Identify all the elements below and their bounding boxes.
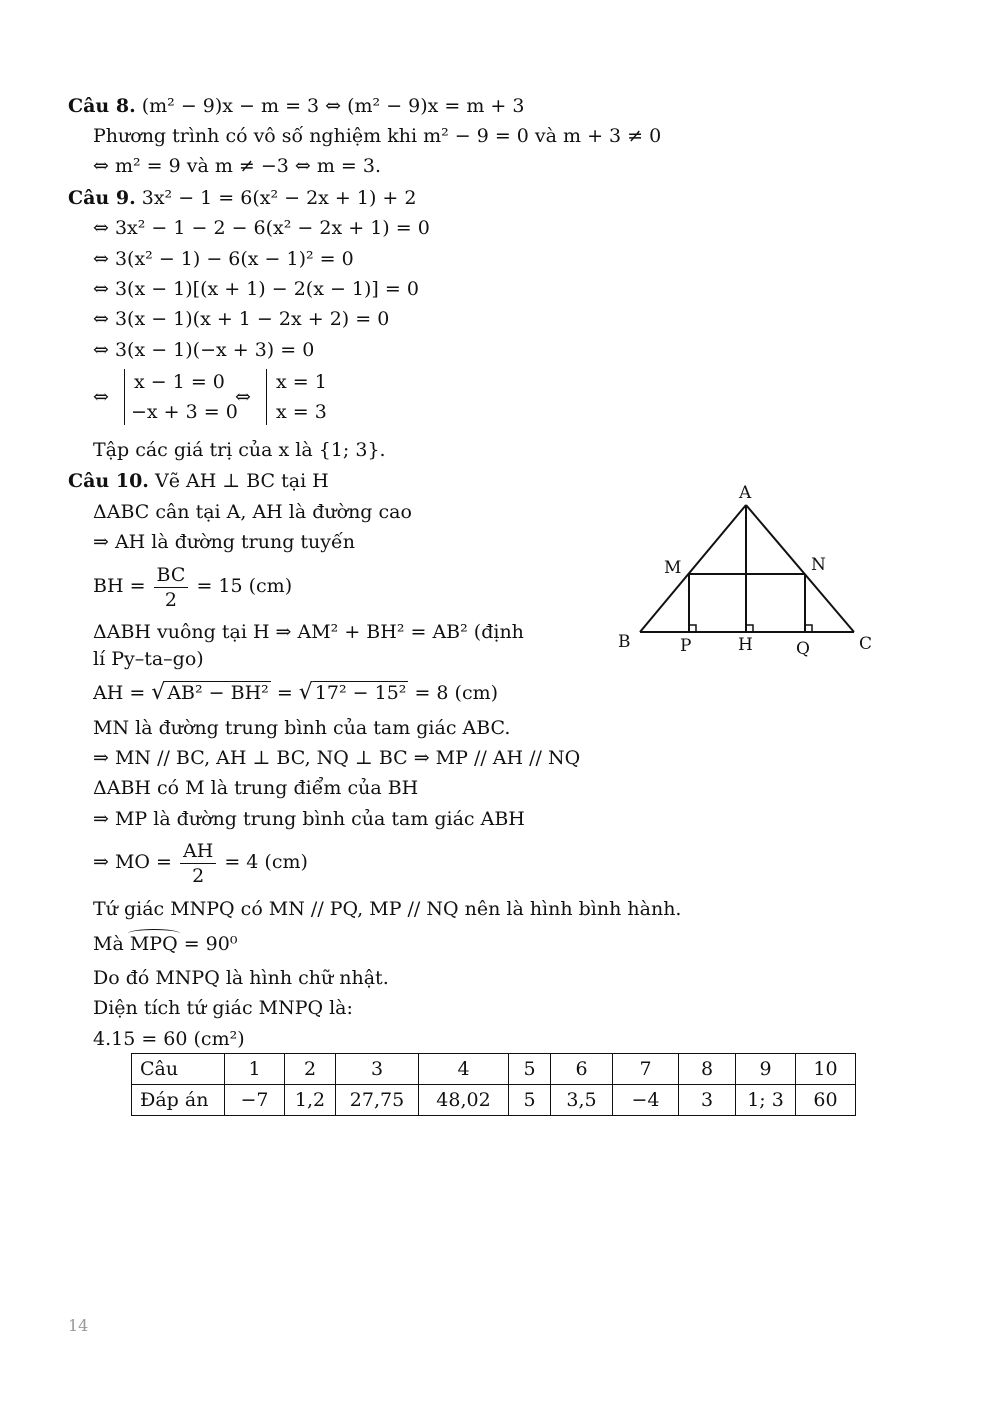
side-ab bbox=[640, 505, 746, 632]
side-ac bbox=[746, 505, 854, 632]
q9-line-6: ⇔ 3(x − 1)(−x + 3) = 0 bbox=[93, 339, 315, 361]
label-q: Q bbox=[796, 639, 810, 659]
q9-system-arrow-2: ⇔ bbox=[235, 386, 251, 408]
q10-line-13 bbox=[93, 932, 237, 956]
table-cell: 27,75 bbox=[336, 1085, 419, 1116]
table-cell: 7 bbox=[613, 1054, 679, 1085]
table-cell: 3 bbox=[336, 1054, 419, 1085]
table-cell: −4 bbox=[613, 1085, 679, 1116]
q10-bh-formula bbox=[93, 560, 292, 612]
angle-prefix: Mà bbox=[93, 933, 124, 955]
table-cell: −7 bbox=[225, 1085, 285, 1116]
table-cell: 4 bbox=[419, 1054, 509, 1085]
q10-line-1 bbox=[68, 469, 329, 493]
q10-ah-formula bbox=[93, 681, 498, 705]
q9-line-2: ⇔ 3x² − 1 − 2 − 6(x² − 2x + 1) = 0 bbox=[93, 217, 430, 239]
q9-line-3: ⇔ 3(x² − 1) − 6(x − 1)² = 0 bbox=[93, 248, 354, 270]
q8-line-1 bbox=[68, 94, 524, 118]
q9-system-a1: x − 1 = 0 bbox=[134, 371, 225, 393]
bh-numerator: BC bbox=[154, 563, 189, 588]
q10-line-5b: lí Py–ta–go) bbox=[93, 648, 204, 670]
ah-sqrt-1: AB² − BH² bbox=[167, 682, 269, 704]
bh-fraction bbox=[154, 563, 189, 612]
table-cell: 60 bbox=[796, 1085, 856, 1116]
angle-mpq: MPQ bbox=[129, 933, 178, 955]
q9-system-bracket-1 bbox=[124, 369, 125, 425]
label-n: N bbox=[811, 555, 826, 575]
bh-right: = 15 (cm) bbox=[196, 575, 293, 597]
q8-label: Câu 8. bbox=[68, 95, 136, 117]
q9-label: Câu 9. bbox=[68, 187, 136, 209]
table-row-questions bbox=[132, 1054, 856, 1085]
q10-line-3: ⇒ AH là đường trung tuyến bbox=[93, 531, 355, 553]
q10-line-14: Do đó MNPQ là hình chữ nhật. bbox=[93, 967, 389, 989]
ah-left: AH = bbox=[93, 682, 146, 704]
q10-line-8: ⇒ MN // BC, AH ⊥ BC, NQ ⊥ BC ⇒ MP // AH // NQ bbox=[93, 747, 581, 769]
mo-denominator: 2 bbox=[192, 864, 205, 887]
table-cell: 6 bbox=[551, 1054, 613, 1085]
mo-left: ⇒ MO = bbox=[93, 851, 172, 873]
label-h: H bbox=[738, 635, 753, 655]
page-number: 14 bbox=[68, 1316, 89, 1335]
q9-line-1 bbox=[68, 186, 416, 210]
table-cell: 10 bbox=[796, 1054, 856, 1085]
q9-system-b1: x = 1 bbox=[276, 371, 327, 393]
label-c: C bbox=[859, 634, 873, 654]
angle-value: = 90⁰ bbox=[183, 933, 238, 955]
table-header-cau: Câu bbox=[132, 1054, 225, 1085]
right-angle-p bbox=[689, 625, 696, 632]
table-cell: 8 bbox=[679, 1054, 736, 1085]
q10-line-5a: ΔABH vuông tại H ⇒ AM² + BH² = AB² (định bbox=[93, 621, 524, 643]
ah-eq: = bbox=[276, 682, 293, 704]
q10-label: Câu 10. bbox=[68, 470, 149, 492]
q10-line-7: MN là đường trung bình của tam giác ABC. bbox=[93, 717, 511, 739]
sqrt-sign-2: √ bbox=[298, 680, 313, 705]
table-cell: 5 bbox=[509, 1054, 551, 1085]
table-cell: 3,5 bbox=[551, 1085, 613, 1116]
table-cell: 5 bbox=[509, 1085, 551, 1116]
answer-table bbox=[131, 1053, 856, 1116]
q10-line-15: Diện tích tứ giác MNPQ là: bbox=[93, 997, 353, 1019]
bh-left: BH = bbox=[93, 575, 146, 597]
table-cell: 48,02 bbox=[419, 1085, 509, 1116]
right-angle-h bbox=[746, 625, 753, 632]
table-cell: 1,2 bbox=[285, 1085, 336, 1116]
q10-line-9: ΔABH có M là trung điểm của BH bbox=[93, 777, 419, 799]
mo-fraction bbox=[180, 839, 216, 888]
q8-line-3: ⇔ m² = 9 và m ≠ −3 ⇔ m = 3. bbox=[93, 155, 381, 177]
q10-line-10: ⇒ MP là đường trung bình của tam giác ABH bbox=[93, 808, 525, 830]
q8-equation: (m² − 9)x − m = 3 ⇔ (m² − 9)x = m + 3 bbox=[141, 95, 525, 117]
q9-line-5: ⇔ 3(x − 1)(x + 1 − 2x + 2) = 0 bbox=[93, 308, 390, 330]
q9-line-4: ⇔ 3(x − 1)[(x + 1) − 2(x − 1)] = 0 bbox=[93, 278, 419, 300]
table-cell: 3 bbox=[679, 1085, 736, 1116]
label-m: M bbox=[664, 558, 682, 578]
q8-line-2: Phương trình có vô số nghiệm khi m² − 9 = 0 và m + 3 ≠ 0 bbox=[93, 125, 662, 147]
ah-sqrt-2: 17² − 15² bbox=[314, 682, 407, 704]
sqrt-sign-1: √ bbox=[151, 680, 166, 705]
table-cell: 1; 3 bbox=[736, 1085, 796, 1116]
label-p: P bbox=[680, 636, 692, 656]
table-row-answers bbox=[132, 1085, 856, 1116]
bh-denominator: 2 bbox=[164, 588, 178, 611]
table-cell: 9 bbox=[736, 1054, 796, 1085]
triangle-figure bbox=[600, 478, 890, 668]
ah-right: = 8 (cm) bbox=[414, 682, 499, 704]
q9-system-b2: x = 3 bbox=[276, 401, 327, 423]
mo-right: = 4 (cm) bbox=[224, 851, 308, 873]
q10-mo-formula bbox=[93, 836, 308, 888]
table-cell: 2 bbox=[285, 1054, 336, 1085]
table-cell: 1 bbox=[225, 1054, 285, 1085]
q9-line-7: Tập các giá trị của x là {1; 3}. bbox=[93, 439, 386, 461]
q10-line-16: 4.15 = 60 (cm²) bbox=[93, 1028, 245, 1050]
q9-system-bracket-2 bbox=[266, 369, 267, 425]
q9-equation: 3x² − 1 = 6(x² − 2x + 1) + 2 bbox=[141, 187, 417, 209]
q10-line-12: Tứ giác MNPQ có MN // PQ, MP // NQ nên là hình bình hành. bbox=[93, 898, 682, 920]
q9-system-arrow-1: ⇔ bbox=[93, 386, 109, 408]
label-a: A bbox=[739, 483, 752, 503]
q9-system-a2: −x + 3 = 0 bbox=[131, 401, 238, 423]
right-angle-q bbox=[805, 625, 812, 632]
label-b: B bbox=[618, 632, 631, 652]
q10-line-2: ΔABC cân tại A, AH là đường cao bbox=[93, 501, 412, 523]
mo-numerator: AH bbox=[180, 839, 216, 864]
table-header-dap-an: Đáp án bbox=[132, 1085, 225, 1116]
q10-statement: Vẽ AH ⊥ BC tại H bbox=[154, 470, 329, 492]
